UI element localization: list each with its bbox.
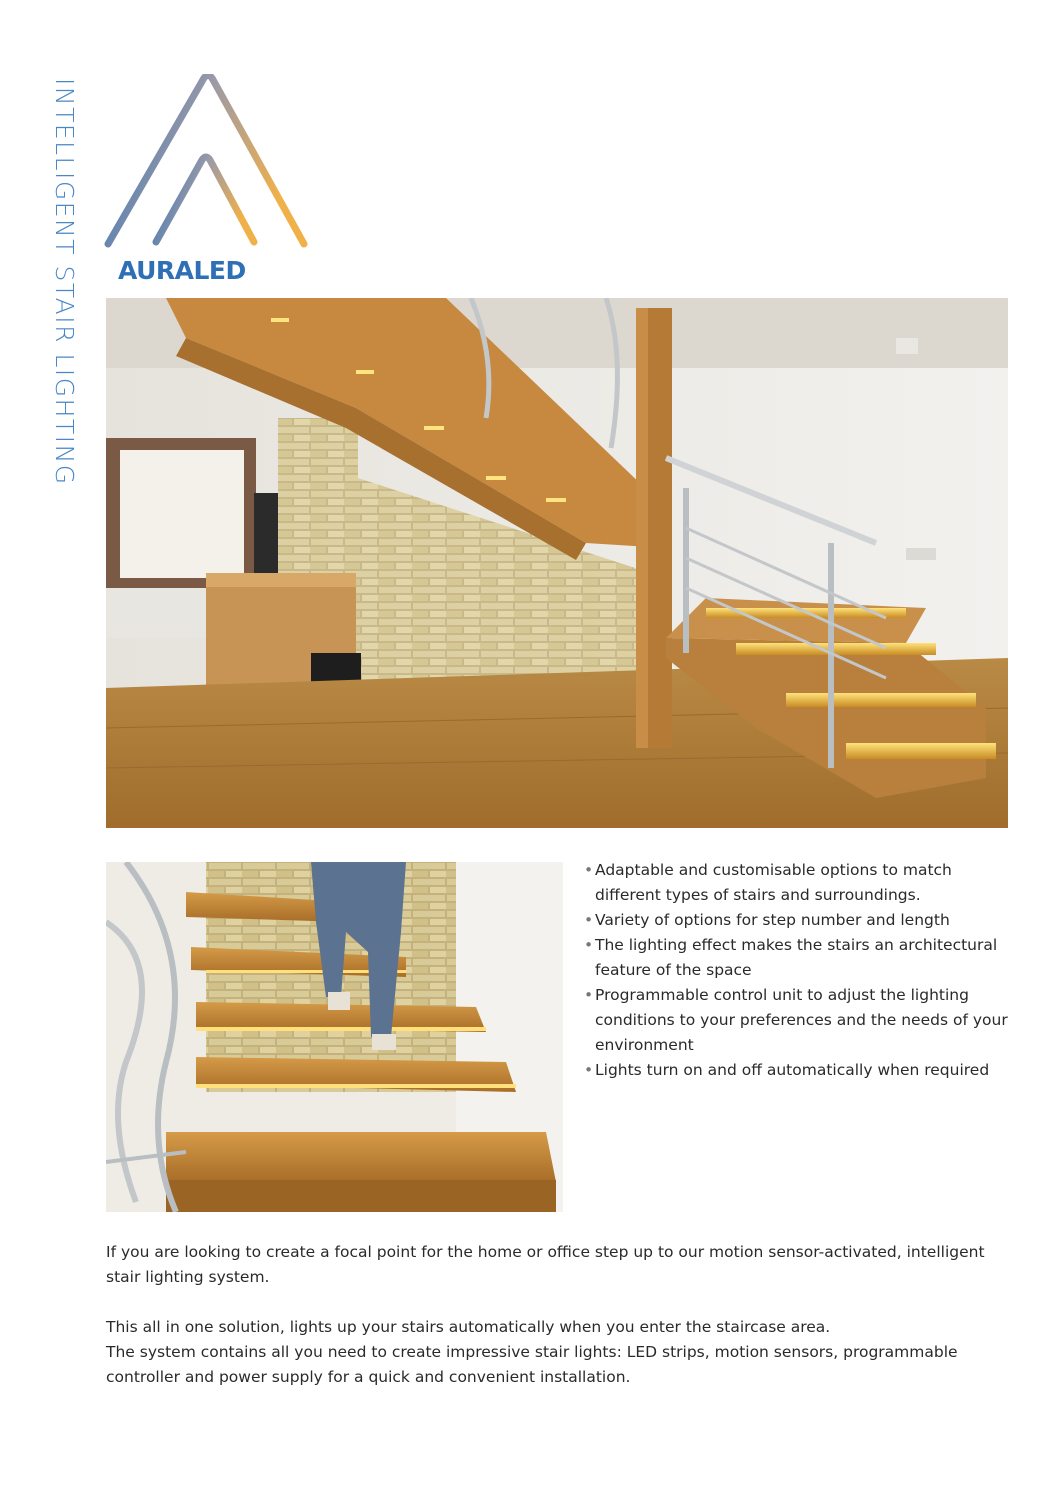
feature-list <box>582 858 1022 1083</box>
feature-item: • The lighting effect makes the stairs an architectural feature of the space <box>582 933 1022 983</box>
hero-staircase-photo <box>106 298 1008 828</box>
description-line: The system contains all you need to create impressive stair lights: LED strips, motion sensors, programmable controller and power supply for a quick and convenient installation. <box>106 1343 958 1386</box>
detail-stairs-photo <box>106 862 563 1212</box>
brand-name: AURALED <box>118 256 246 285</box>
vertical-page-title: INTELLIGENT STAIR LIGHTING <box>50 78 79 486</box>
description-paragraph <box>106 1315 1006 1390</box>
description-line: This all in one solution, lights up your stairs automatically when you enter the staircase area. <box>106 1318 831 1336</box>
feature-item: • Lights turn on and off automatically when required <box>582 1058 1022 1083</box>
feature-item: • Programmable control unit to adjust the lighting conditions to your preferences and the needs of your environment <box>582 983 1022 1058</box>
feature-item: • Adaptable and customisable options to match different types of stairs and surroundings. <box>582 858 1022 908</box>
feature-item: • Variety of options for step number and length <box>582 908 1022 933</box>
intro-paragraph: If you are looking to create a focal point for the home or office step up to our motion sensor-activated, intelligent stair lighting system. <box>106 1243 985 1286</box>
